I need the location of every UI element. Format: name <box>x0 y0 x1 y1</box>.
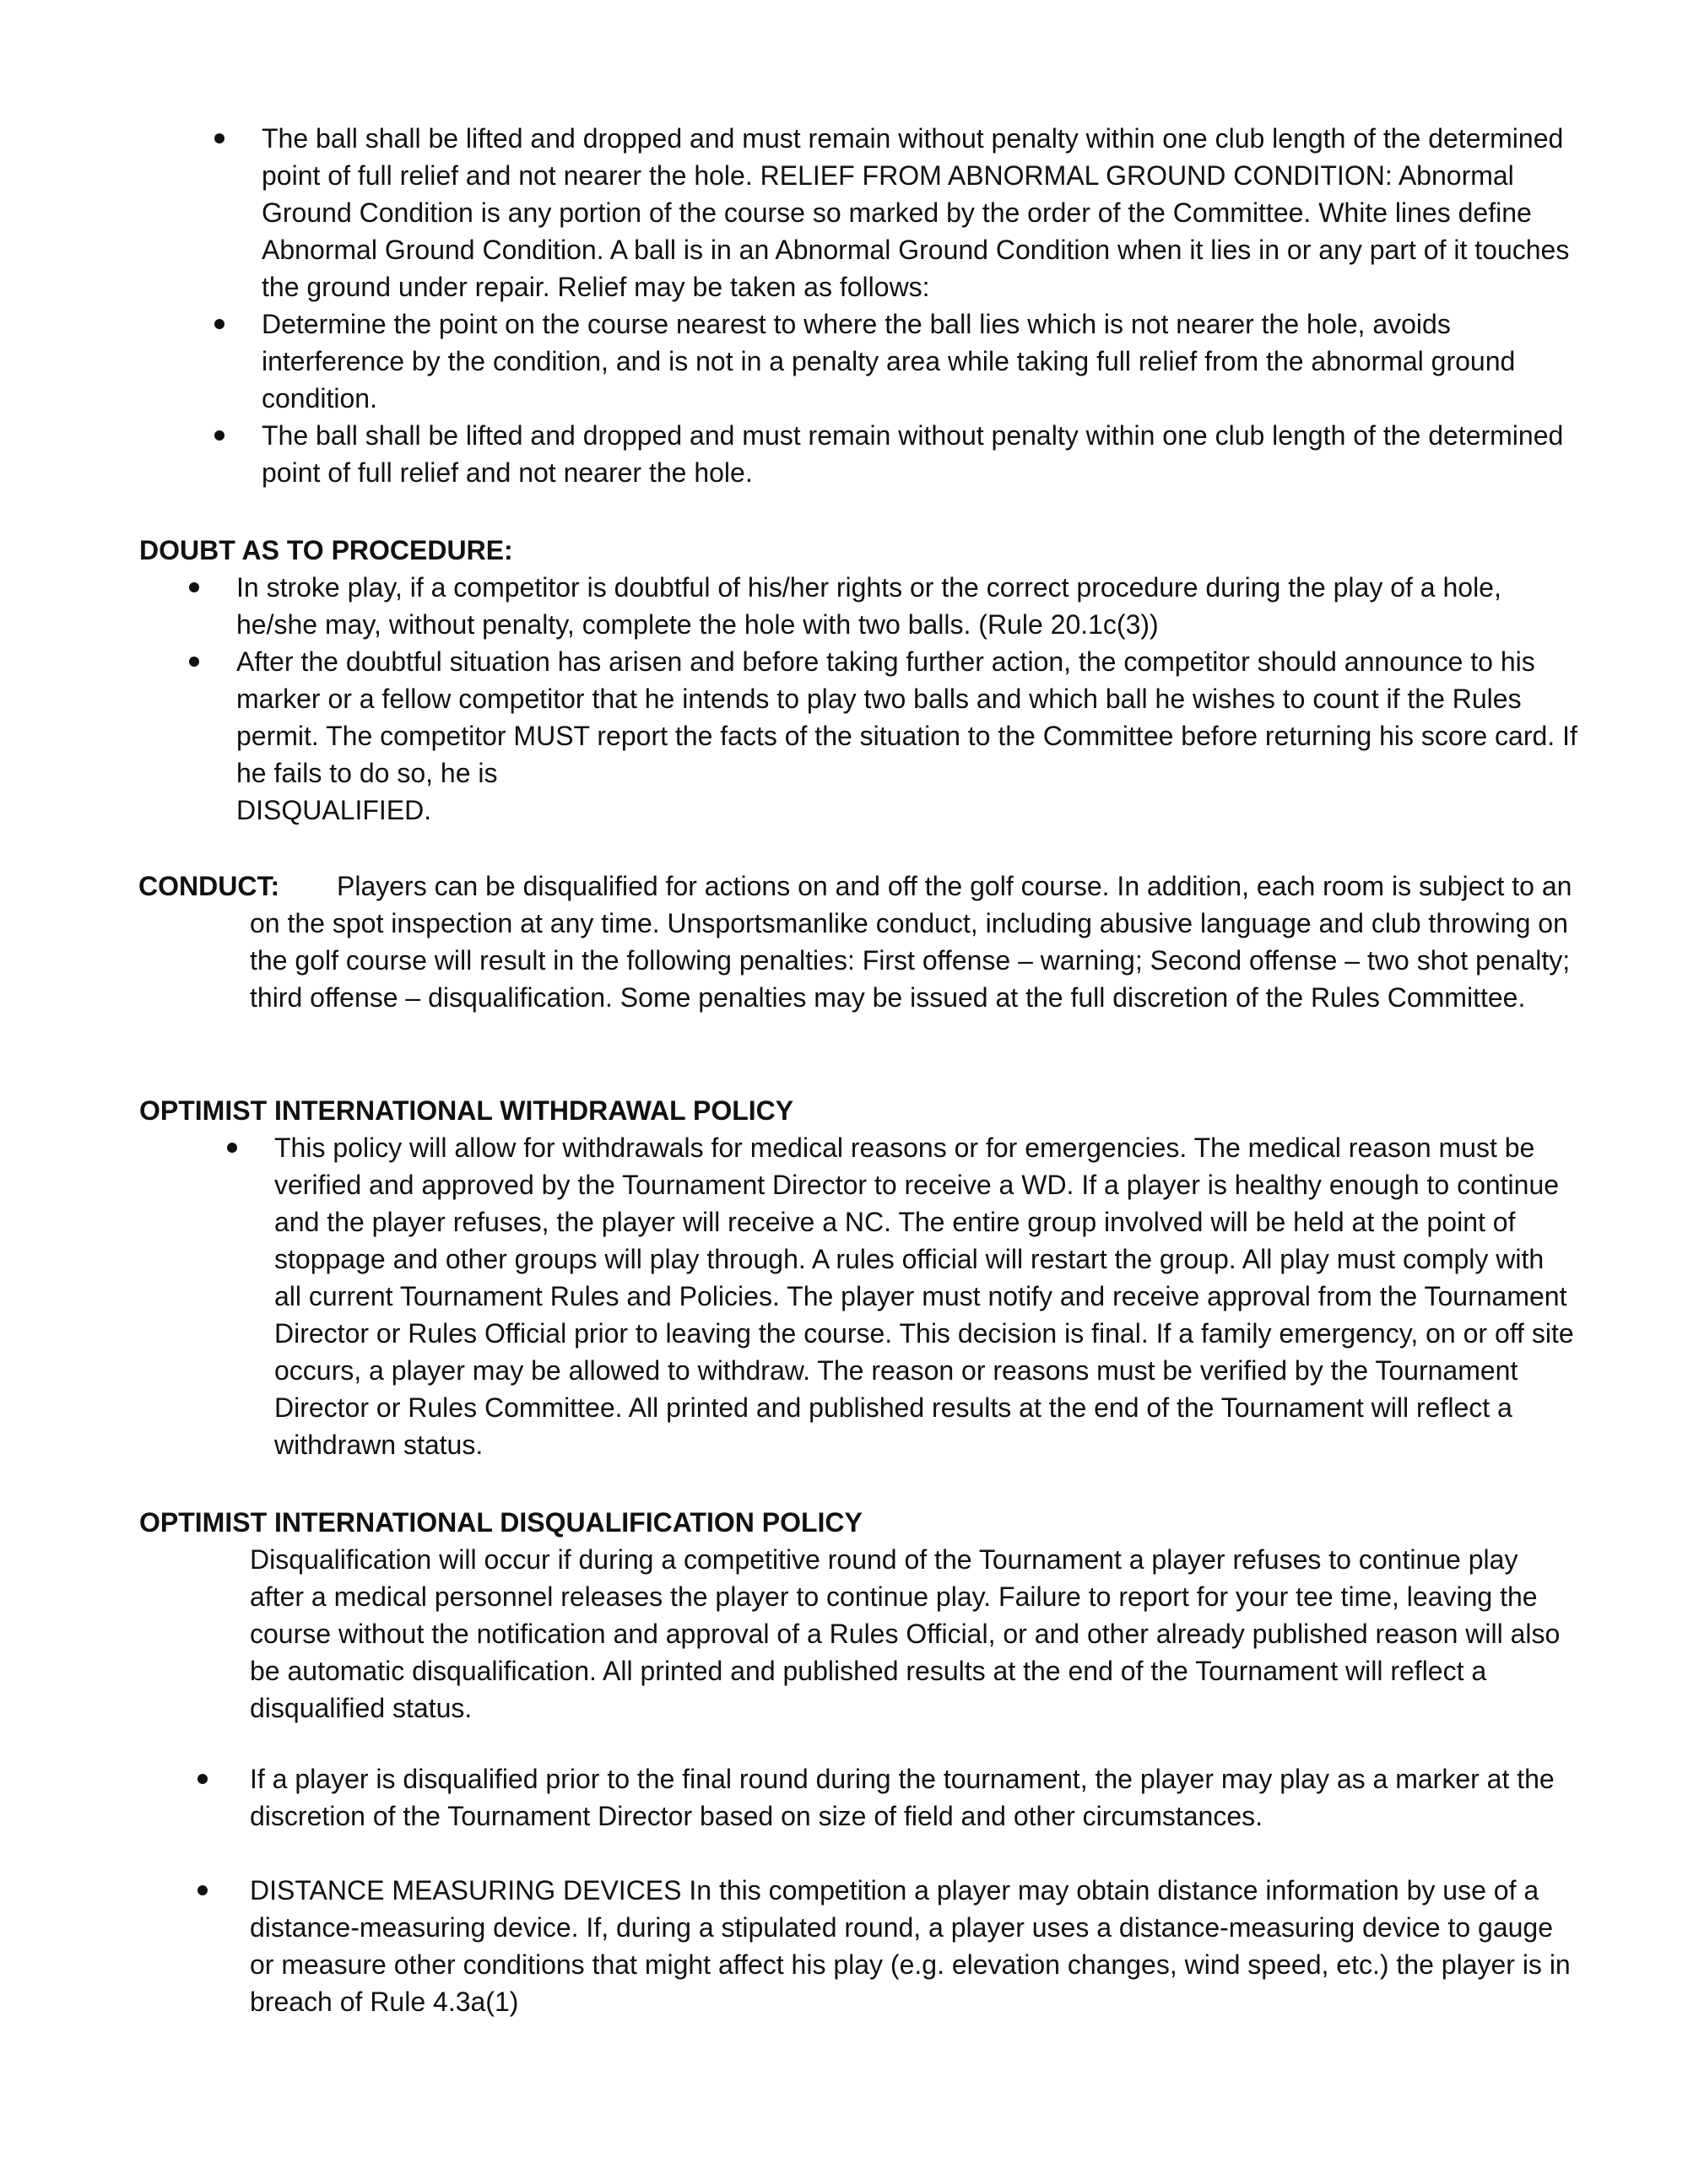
conduct-section <box>138 868 1578 1016</box>
list-item: This policy will allow for withdrawals for medical reasons or for emergencies. The medical reason must be verified and approved by the Tournament Director to receive a WD. If a player is healthy enough to continue and the player refuses, the player will receive a NC. The entire group involved will be held at the point of stoppage and other groups will play through. A rules official will restart the group. All play must comply with all current Tournament Rules and Policies. The player must notify and receive approval from the Tournament Director or Rules Official prior to leaving the course. This decision is final. If a family emergency, on or off site occurs, a player may be allowed to withdraw. The reason or reasons must be verified by the Tournament Director or Rules Committee. All printed and published results at the end of the Tournament will reflect a withdrawn status. <box>274 1129 1578 1463</box>
doubt-bullet-list <box>236 569 1578 829</box>
withdrawal-heading: OPTIMIST INTERNATIONAL WITHDRAWAL POLICY <box>139 1095 794 1126</box>
withdrawal-bullet-list <box>274 1129 1578 1463</box>
list-item: DISTANCE MEASURING DEVICES In this competition a player may obtain distance information by use of a distance-measuring device. If, during a stipulated round, a player uses a distance-measuring device to gauge or measure other conditions that might affect his play (e.g. elevation changes, wind speed, etc.) the player is in breach of Rule 4.3a(1) <box>250 1872 1578 2020</box>
list-item: The ball shall be lifted and dropped and must remain without penalty within one club length of the determined point of full relief and not nearer the hole. <box>262 417 1578 491</box>
list-item: Determine the point on the course nearest to where the ball lies which is not nearer the hole, avoids interference by the condition, and is not in a penalty area while taking full relief from the abnormal ground condition. <box>262 305 1578 417</box>
list-item: The ball shall be lifted and dropped and must remain without penalty within one club length of the determined point of full relief and not nearer the hole. RELIEF FROM ABNORMAL GROUND CONDITION: Abnormal Ground Condition is any portion of the course so marked by the order of the Committee. White lines define Abnormal Ground Condition. A ball is in an Abnormal Ground Condition when it lies in or any part of it touches the ground under repair. Relief may be taken as follows: <box>262 120 1578 305</box>
conduct-text: Players can be disqualified for actions on and off the golf course. In addition, each room is subject to an on the spot inspection at any time. Unsportsmanlike conduct, including abusive language and club throwing on the golf course will result in the following penalties: First offense – warning; Second offense – two shot penalty; third offense – disqualification. Some penalties may be issued at the full discretion of the Rules Committee. <box>250 871 1572 1013</box>
relief-bullet-list <box>262 120 1578 491</box>
disqualification-text: Disqualification will occur if during a competitive round of the Tournament a player refuses to continue play after a medical personnel releases the player to continue play. Failure to report for your tee time, leaving the course without the notification and approval of a Rules Official, or and other already published reason will also be automatic disqualification. All printed and published results at the end of the Tournament will reflect a disqualified status. <box>250 1544 1561 1723</box>
list-item <box>236 643 1578 829</box>
list-item: In stroke play, if a competitor is doubtful of his/her rights or the correct procedure during the play of a hole, he/she may, without penalty, complete the hole with two balls. (Rule 20.1c(3)) <box>236 569 1578 643</box>
list-item: If a player is disqualified prior to the final round during the tournament, the player may play as a marker at the discretion of the Tournament Director based on size of field and other circumstances. <box>250 1760 1578 1835</box>
conduct-label: CONDUCT: <box>138 871 280 901</box>
list-item-text: After the doubtful situation has arisen and before taking further action, the competitor should announce to his marker or a fellow competitor that he intends to play two balls and which ball he wishes to count if the Rules permit. The competitor MUST report the facts of the situation to the Committee before returning his score card. If he fails to do so, he is <box>236 646 1577 788</box>
disqualification-bullet-list <box>250 1760 1578 2057</box>
list-item-tail: DISQUALIFIED. <box>236 795 432 825</box>
disqualification-heading: OPTIMIST INTERNATIONAL DISQUALIFICATION POLICY <box>139 1507 863 1538</box>
doubt-heading: DOUBT AS TO PROCEDURE: <box>139 535 513 565</box>
